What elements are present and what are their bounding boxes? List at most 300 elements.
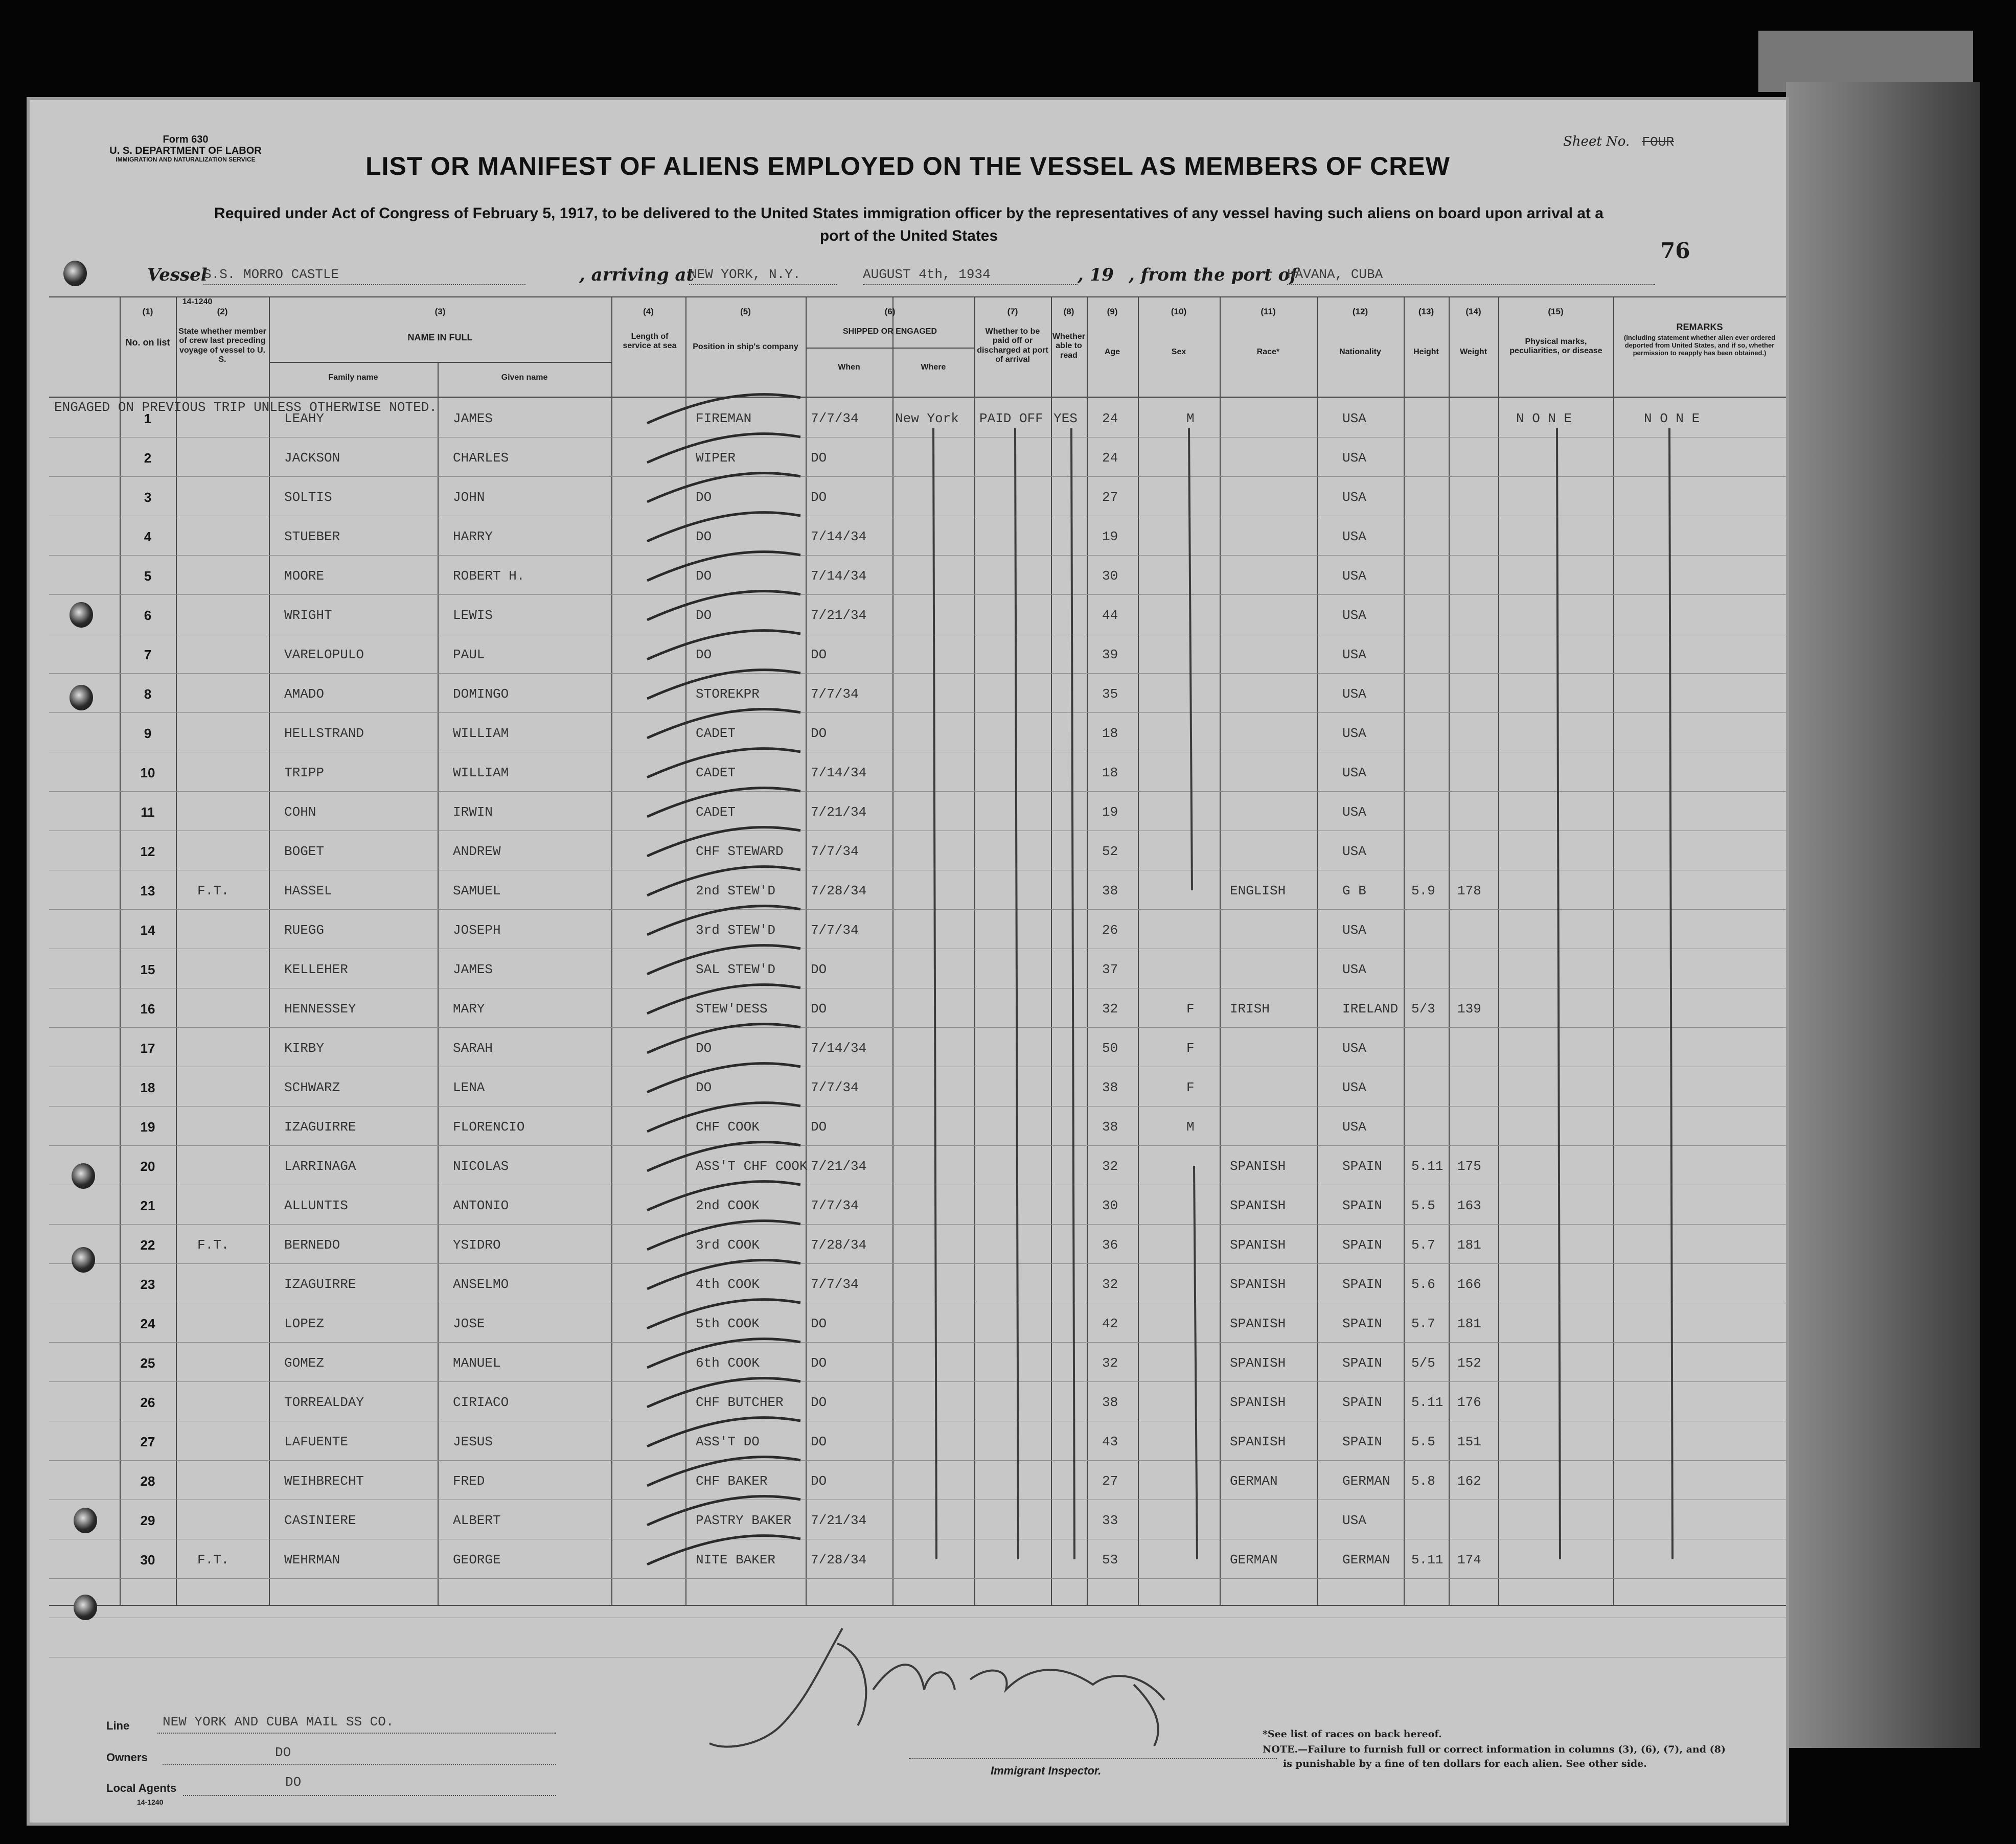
owners-underline: [163, 1764, 556, 1765]
header-age: Age: [1104, 348, 1120, 356]
sheet-number-label: Sheet No.: [1563, 134, 1630, 149]
header-where: Where: [921, 363, 946, 372]
cell-age: 24: [1102, 450, 1118, 466]
header-weight: Weight: [1459, 348, 1487, 356]
cell-no: 30: [140, 1552, 155, 1568]
cell-nat: USA: [1342, 1080, 1366, 1095]
cell-no: 25: [140, 1355, 155, 1371]
column-number: (15): [1548, 307, 1564, 316]
agents-code: 14-1240: [137, 1798, 164, 1806]
cell-no: 24: [140, 1316, 155, 1331]
header-position: Position in ship's company: [693, 342, 798, 351]
cell-position: CADET: [696, 804, 736, 820]
binder-hole: [72, 1247, 95, 1273]
handwritten-marks: [49, 296, 1786, 1727]
cell-position: 5th COOK: [696, 1316, 760, 1331]
cell-given: PAUL: [453, 647, 485, 662]
cell-remarks: N O N E: [1644, 411, 1700, 426]
cell-family: SOLTIS: [284, 490, 332, 505]
cell-height: 5.7: [1411, 1237, 1435, 1253]
cell-age: 38: [1102, 1119, 1118, 1135]
cell-age: 19: [1102, 529, 1118, 544]
cell-weight: 174: [1457, 1552, 1481, 1568]
cell-position: DO: [696, 568, 712, 584]
page-subtitle: [91, 202, 1727, 247]
cell-race: SPANISH: [1230, 1395, 1286, 1410]
cell-weight: 175: [1457, 1159, 1481, 1174]
cell-race: SPANISH: [1230, 1198, 1286, 1213]
cell-race: SPANISH: [1230, 1316, 1286, 1331]
header-sex: Sex: [1171, 348, 1186, 356]
cell-position: CHF BAKER: [696, 1473, 768, 1489]
header-given-name: Given name: [501, 373, 548, 382]
cell-nat: GERMAN: [1342, 1552, 1390, 1568]
cell-family: VARELOPULO: [284, 647, 364, 662]
cell-age: 32: [1102, 1355, 1118, 1371]
cell-sex: M: [1186, 1119, 1195, 1135]
cell-position: CHF BUTCHER: [696, 1395, 784, 1410]
cell-when: 7/14/34: [811, 765, 867, 780]
inspector-underline: [909, 1758, 1277, 1759]
cell-family: IZAGUIRRE: [284, 1119, 356, 1135]
cell-position: 2nd STEW'D: [696, 883, 776, 898]
cell-position: CHF STEWARD: [696, 844, 784, 859]
cell-family: TORREALDAY: [284, 1395, 364, 1410]
cell-family: LEAHY: [284, 411, 325, 426]
cell-nat: USA: [1342, 647, 1366, 662]
cell-position: ASS'T DO: [696, 1434, 760, 1449]
cell-height: 5.6: [1411, 1277, 1435, 1292]
column-number: (13): [1418, 307, 1434, 316]
column-number: (7): [1007, 307, 1018, 316]
cell-nat: SPAIN: [1342, 1316, 1383, 1331]
cell-nat: USA: [1342, 608, 1366, 623]
cell-no: 21: [140, 1198, 155, 1213]
cell-family: TRIPP: [284, 765, 325, 780]
column-number: (9): [1107, 307, 1118, 316]
column-number: (2): [217, 307, 228, 316]
cell-height: 5.5: [1411, 1198, 1435, 1213]
cell-no: 14: [140, 923, 155, 938]
cell-weight: 162: [1457, 1473, 1481, 1489]
cell-position: STEW'DESS: [696, 1001, 768, 1017]
cell-age: 27: [1102, 1473, 1118, 1489]
cell-no: 13: [140, 883, 155, 898]
cell-age: 32: [1102, 1001, 1118, 1017]
cell-weight: 152: [1457, 1355, 1481, 1371]
cell-nat: IRELAND: [1342, 1001, 1399, 1017]
cell-family: HELLSTRAND: [284, 726, 364, 741]
cell-when: 7/7/34: [811, 1080, 859, 1095]
cell-height: 5.7: [1411, 1316, 1435, 1331]
cell-nat: SPAIN: [1342, 1434, 1383, 1449]
cell-where: New York: [895, 411, 959, 426]
cell-no: 27: [140, 1434, 155, 1449]
binder-hole: [63, 261, 87, 286]
cell-given: CHARLES: [453, 450, 509, 466]
cell-position: CADET: [696, 765, 736, 780]
cell-given: JESUS: [453, 1434, 493, 1449]
cell-position: NITE BAKER: [696, 1552, 776, 1568]
cell-age: 24: [1102, 411, 1118, 426]
cell-age: 38: [1102, 883, 1118, 898]
owners-label: Owners: [106, 1751, 148, 1764]
cell-position: STOREKPR: [696, 686, 760, 702]
cell-given: ROBERT H.: [453, 568, 525, 584]
cell-nat: USA: [1342, 411, 1366, 426]
cell-family: GOMEZ: [284, 1355, 325, 1371]
cell-nat: USA: [1342, 686, 1366, 702]
cell-given: JOSE: [453, 1316, 485, 1331]
footer-note-1: *See list of races on back hereof.: [1263, 1728, 1442, 1740]
cell-nat: SPAIN: [1342, 1277, 1383, 1292]
cell-nat: USA: [1342, 490, 1366, 505]
cell-race: SPANISH: [1230, 1434, 1286, 1449]
cell-given: JOHN: [453, 490, 485, 505]
cell-given: GEORGE: [453, 1552, 501, 1568]
arriving-value: NEW YORK, N.Y.: [689, 267, 837, 285]
column-number: (11): [1261, 307, 1276, 316]
header-name-in-full: NAME IN FULL: [407, 332, 473, 342]
cell-nat: SPAIN: [1342, 1237, 1383, 1253]
cell-age: 18: [1102, 726, 1118, 741]
cell-read: YES: [1053, 411, 1078, 426]
cell-family: KIRBY: [284, 1041, 325, 1056]
header-height: Height: [1413, 348, 1439, 356]
cell-age: 39: [1102, 647, 1118, 662]
cell-age: 38: [1102, 1080, 1118, 1095]
cell-position: DO: [696, 647, 712, 662]
cell-position: 6th COOK: [696, 1355, 760, 1371]
cell-age: 44: [1102, 608, 1118, 623]
cell-age: 42: [1102, 1316, 1118, 1331]
cell-given: ANDREW: [453, 844, 501, 859]
cell-age: 18: [1102, 765, 1118, 780]
cell-family: LAFUENTE: [284, 1434, 348, 1449]
cell-when: 7/7/34: [811, 411, 859, 426]
header-family-name: Family name: [328, 373, 378, 382]
cell-position: 3rd STEW'D: [696, 923, 776, 938]
column-number: (6): [884, 307, 896, 316]
header-length-service: Length of service at sea: [623, 332, 677, 351]
line-label: Line: [106, 1719, 130, 1732]
agents-value: DO: [285, 1774, 302, 1790]
cell-when: 7/21/34: [811, 804, 867, 820]
form-service: IMMIGRATION AND NATURALIZATION SERVICE: [116, 156, 256, 163]
cell-weight: 176: [1457, 1395, 1481, 1410]
cell-given: DOMINGO: [453, 686, 509, 702]
cell-no: 15: [140, 962, 155, 977]
cell-weight: 178: [1457, 883, 1481, 898]
cell-race: SPANISH: [1230, 1159, 1286, 1174]
cell-no: 22: [140, 1237, 155, 1253]
cell-when: DO: [811, 450, 827, 466]
engaged-note: ENGAGED ON PREVIOUS TRIP UNLESS OTHERWISE NOTED.: [54, 400, 437, 415]
cell-given: ALBERT: [453, 1513, 501, 1528]
inspector-signature: [704, 1623, 1190, 1756]
cell-nat: SPAIN: [1342, 1355, 1383, 1371]
cell-nat: SPAIN: [1342, 1198, 1383, 1213]
cell-given: FRED: [453, 1473, 485, 1489]
cell-race: SPANISH: [1230, 1355, 1286, 1371]
form-code: 14-1240: [182, 297, 213, 306]
subtitle-line-2: port of the United States: [819, 227, 998, 244]
header-state-whether: State whether member of crew last preceding voyage of vessel to U. S.: [178, 327, 266, 364]
cell-position: 2nd COOK: [696, 1198, 760, 1213]
header-no-on-list: No. on list: [125, 337, 170, 348]
cell-race: SPANISH: [1230, 1277, 1286, 1292]
binder-hole: [74, 1595, 97, 1620]
cell-family: BERNEDO: [284, 1237, 340, 1253]
cell-when: 7/14/34: [811, 568, 867, 584]
footer-note-2: NOTE.—Failure to furnish full or correct information in columns (3), (6), (7), and (8): [1263, 1744, 1726, 1755]
cell-height: 5.11: [1411, 1552, 1444, 1568]
cell-when: 7/21/34: [811, 1159, 867, 1174]
header-shipped: SHIPPED OR ENGAGED: [842, 327, 937, 336]
cell-age: 26: [1102, 923, 1118, 938]
column-number: (3): [434, 307, 446, 316]
cell-age: 32: [1102, 1159, 1118, 1174]
cell-family: IZAGUIRRE: [284, 1277, 356, 1292]
cell-when: DO: [811, 1119, 827, 1135]
cell-family: HENNESSEY: [284, 1001, 356, 1017]
cell-nat: USA: [1342, 844, 1366, 859]
line-value: NEW YORK AND CUBA MAIL SS CO.: [163, 1714, 394, 1730]
cell-given: MARY: [453, 1001, 485, 1017]
column-number: (5): [740, 307, 751, 316]
cell-physical: N O N E: [1516, 411, 1572, 426]
cell-no: 26: [140, 1395, 155, 1410]
date-value: AUGUST 4th, 1934: [863, 267, 1078, 285]
cell-position: CHF COOK: [696, 1119, 760, 1135]
cell-weight: 151: [1457, 1434, 1481, 1449]
sheet-number-value: FOUR: [1642, 134, 1674, 150]
cell-sex: F: [1186, 1080, 1195, 1095]
cell-when: DO: [811, 1395, 827, 1410]
cell-no: 4: [144, 529, 152, 544]
cell-no: 29: [140, 1513, 155, 1528]
cell-age: 35: [1102, 686, 1118, 702]
cell-family: WEHRMAN: [284, 1552, 340, 1568]
cell-given: ANTONIO: [453, 1198, 509, 1213]
cell-age: 30: [1102, 568, 1118, 584]
cell-nat: USA: [1342, 726, 1366, 741]
cell-no: 12: [140, 844, 155, 859]
cell-given: NICOLAS: [453, 1159, 509, 1174]
cell-age: 53: [1102, 1552, 1118, 1568]
agents-label: Local Agents: [106, 1782, 177, 1794]
column-number: (8): [1063, 307, 1074, 316]
cell-no: 23: [140, 1277, 155, 1292]
binder-hole: [70, 685, 93, 710]
cell-given: ANSELMO: [453, 1277, 509, 1292]
cell-when: 7/7/34: [811, 1198, 859, 1213]
cell-when: DO: [811, 726, 827, 741]
cell-when: DO: [811, 1316, 827, 1331]
cell-when: DO: [811, 490, 827, 505]
cell-no: 6: [144, 608, 152, 623]
cell-nat: USA: [1342, 450, 1366, 466]
cell-height: 5.5: [1411, 1434, 1435, 1449]
cell-nat: USA: [1342, 1119, 1366, 1135]
cell-nat: USA: [1342, 568, 1366, 584]
cell-weight: 166: [1457, 1277, 1481, 1292]
cell-when: DO: [811, 962, 827, 977]
column-number: (10): [1171, 307, 1187, 316]
cell-given: YSIDRO: [453, 1237, 501, 1253]
header-remarks: REMARKS: [1676, 322, 1723, 332]
cell-position: ASS'T CHF COOK: [696, 1159, 808, 1174]
cell-given: FLORENCIO: [453, 1119, 525, 1135]
cell-family: BOGET: [284, 844, 325, 859]
cell-when: 7/21/34: [811, 1513, 867, 1528]
cell-race: IRISH: [1230, 1001, 1270, 1017]
binder-hole: [72, 1163, 95, 1189]
cell-given: JAMES: [453, 962, 493, 977]
cell-when: 7/28/34: [811, 1237, 867, 1253]
cell-nat: SPAIN: [1342, 1159, 1383, 1174]
cell-weight: 181: [1457, 1237, 1481, 1253]
cell-weight: 163: [1457, 1198, 1481, 1213]
line-underline: [157, 1733, 556, 1734]
page-number: 76: [1660, 238, 1690, 263]
cell-no: 7: [144, 647, 152, 662]
header-when: When: [838, 363, 860, 372]
cell-no: 9: [144, 726, 152, 741]
cell-position: 3rd COOK: [696, 1237, 760, 1253]
year-label: , 19: [1078, 265, 1114, 285]
cell-nat: USA: [1342, 1041, 1366, 1056]
cell-given: JOSEPH: [453, 923, 501, 938]
cell-nat: USA: [1342, 1513, 1366, 1528]
cell-family: WEIHBRECHT: [284, 1473, 364, 1489]
cell-height: 5.8: [1411, 1473, 1435, 1489]
cell-no: 3: [144, 490, 152, 505]
cell-sex: M: [1186, 411, 1195, 426]
cell-age: 38: [1102, 1395, 1118, 1410]
cell-when: 7/14/34: [811, 1041, 867, 1056]
page-title: LIST OR MANIFEST OF ALIENS EMPLOYED ON THE VESSEL AS MEMBERS OF CREW: [365, 152, 1450, 180]
header-race: Race*: [1256, 348, 1280, 356]
cell-no: 18: [140, 1080, 155, 1095]
cell-family: JACKSON: [284, 450, 340, 466]
cell-no: 20: [140, 1159, 155, 1174]
cell-no: 10: [140, 765, 155, 780]
vessel-line: [147, 265, 1681, 287]
cell-position: CADET: [696, 726, 736, 741]
cell-given: SAMUEL: [453, 883, 501, 898]
cell-prev: F.T.: [197, 883, 230, 898]
subtitle-line-1: Required under Act of Congress of February 5, 1917, to be delivered to the United States immigration officer by the representatives of any vessel having such aliens on board upon arrival at a: [214, 205, 1603, 222]
from-value: HAVANA, CUBA: [1287, 267, 1655, 285]
cell-age: 32: [1102, 1277, 1118, 1292]
cell-no: 8: [144, 686, 152, 702]
cell-no: 11: [141, 804, 155, 820]
cell-position: WIPER: [696, 450, 736, 466]
manifest-page: [30, 100, 1786, 1823]
cell-given: LENA: [453, 1080, 485, 1095]
sheet-number: [1563, 134, 1674, 150]
cell-height: 5.11: [1411, 1159, 1444, 1174]
cell-position: PASTRY BAKER: [696, 1513, 792, 1528]
cell-prev: F.T.: [197, 1552, 230, 1568]
inspector-label: Immigrant Inspector.: [991, 1764, 1102, 1777]
cell-family: SCHWARZ: [284, 1080, 340, 1095]
cell-when: DO: [811, 1434, 827, 1449]
cell-given: WILLIAM: [453, 765, 509, 780]
cell-weight: 181: [1457, 1316, 1481, 1331]
cell-when: 7/21/34: [811, 608, 867, 623]
arriving-label: , arriving at: [579, 265, 695, 285]
cell-nat: USA: [1342, 804, 1366, 820]
cell-position: SAL STEW'D: [696, 962, 776, 977]
cell-nat: USA: [1342, 962, 1366, 977]
cell-when: 7/28/34: [811, 1552, 867, 1568]
cell-age: 37: [1102, 962, 1118, 977]
cell-sex: F: [1186, 1041, 1195, 1056]
cell-race: SPANISH: [1230, 1237, 1286, 1253]
cell-family: CASINIERE: [284, 1513, 356, 1528]
underlying-sheet-edge: [1786, 82, 1980, 1748]
cell-no: 5: [144, 568, 152, 584]
cell-age: 27: [1102, 490, 1118, 505]
cell-nat: USA: [1342, 529, 1366, 544]
cell-family: WRIGHT: [284, 608, 332, 623]
header-nationality: Nationality: [1339, 348, 1381, 356]
cell-when: 7/28/34: [811, 883, 867, 898]
cell-height: 5.9: [1411, 883, 1435, 898]
form-number: Form 630: [163, 134, 209, 145]
cell-weight: 139: [1457, 1001, 1481, 1017]
cell-when: 7/7/34: [811, 844, 859, 859]
cell-family: MOORE: [284, 568, 325, 584]
cell-age: 50: [1102, 1041, 1118, 1056]
column-number: (4): [643, 307, 654, 316]
cell-height: 5.11: [1411, 1395, 1444, 1410]
cell-no: 1: [144, 411, 152, 426]
cell-given: JAMES: [453, 411, 493, 426]
cell-when: 7/14/34: [811, 529, 867, 544]
cell-race: GERMAN: [1230, 1552, 1278, 1568]
cell-position: 4th COOK: [696, 1277, 760, 1292]
cell-position: DO: [696, 490, 712, 505]
cell-nat: USA: [1342, 765, 1366, 780]
vessel-value: S.S. MORRO CASTLE: [203, 267, 525, 285]
footer-note-3: is punishable by a fine of ten dollars for each alien. See other side.: [1283, 1758, 1647, 1769]
cell-family: ALLUNTIS: [284, 1198, 348, 1213]
cell-position: DO: [696, 608, 712, 623]
cell-position: DO: [696, 1041, 712, 1056]
cell-when: DO: [811, 1473, 827, 1489]
cell-paid: PAID OFF: [979, 411, 1043, 426]
cell-given: IRWIN: [453, 804, 493, 820]
cell-family: LARRINAGA: [284, 1159, 356, 1174]
cell-nat: SPAIN: [1342, 1395, 1383, 1410]
cell-height: 5/5: [1411, 1355, 1435, 1371]
cell-family: LOPEZ: [284, 1316, 325, 1331]
vessel-label: Vessel: [147, 265, 208, 285]
cell-given: WILLIAM: [453, 726, 509, 741]
cell-sex: F: [1186, 1001, 1195, 1017]
cell-given: CIRIACO: [453, 1395, 509, 1410]
cell-given: SARAH: [453, 1041, 493, 1056]
cell-family: KELLEHER: [284, 962, 348, 977]
cell-no: 17: [140, 1041, 155, 1056]
cell-nat: USA: [1342, 923, 1366, 938]
cell-age: 30: [1102, 1198, 1118, 1213]
cell-no: 16: [140, 1001, 155, 1017]
column-number: (12): [1352, 307, 1368, 316]
